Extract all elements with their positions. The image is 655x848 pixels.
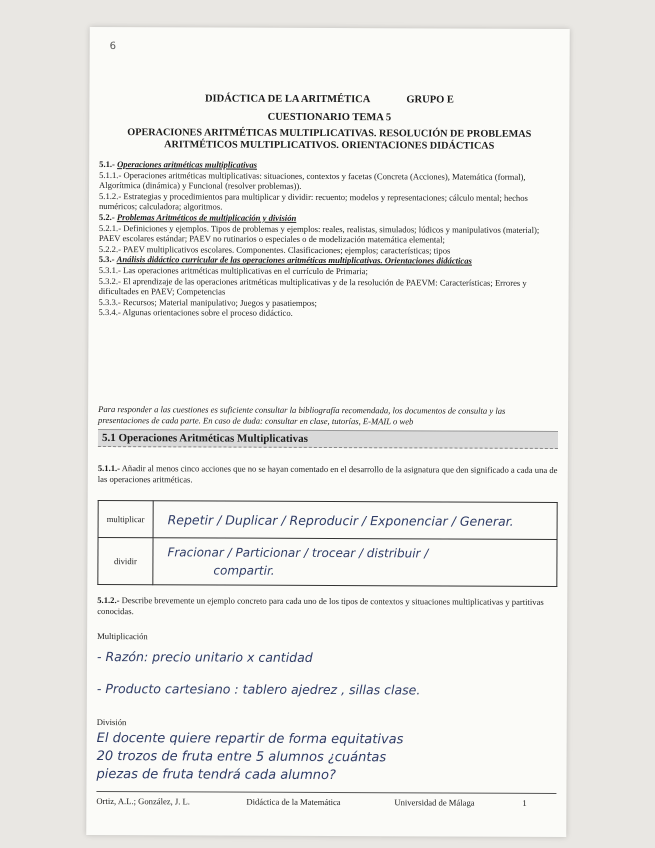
- item-5-3-3: 5.3.3.- Recursos; Material manipulativo; Juegos y pasatiempos;: [98, 296, 317, 308]
- section-bar: 5.1 Operaciones Aritméticas Multiplicativas: [98, 429, 558, 449]
- answer-cell-multiplicar[interactable]: Repetir / Duplicar / Reproducir / Exponenciar / Generar.: [153, 501, 557, 540]
- topic-line-1: OPERACIONES ARITMÉTICAS MULTIPLICATIVAS. RESOLUCIÓN DE PROBLEMAS: [127, 127, 532, 140]
- multiplication-answer-2: - Producto cartesiano : tablero ajedrez , sillas clase.: [96, 680, 421, 698]
- corner-mark: 6: [109, 41, 117, 53]
- multiplication-answer-1: - Razón: precio unitario x cantidad: [96, 648, 313, 665]
- questionnaire-title: CUESTIONARIO TEMA 5: [267, 111, 392, 124]
- footer-course: Didáctica de la Matemática: [246, 796, 341, 808]
- topic-heading: [97, 127, 561, 153]
- footer-authors: Ortiz, A.L.; González, J. L.: [96, 795, 190, 807]
- document-page: [86, 27, 570, 837]
- item-5-3-1: 5.3.1.- Las operaciones aritméticas multiplicativas en el currículo de Primaria;: [98, 264, 368, 277]
- document-title: [89, 93, 569, 106]
- title-text: DIDÁCTICA DE LA ARITMÉTICA: [204, 93, 370, 106]
- group-label: GRUPO E: [406, 94, 454, 106]
- division-answer-line-1: El docente quiere repartir de forma equitativas: [96, 730, 404, 748]
- topic-line-2: ARITMÉTICOS MULTIPLICATIVOS. ORIENTACIONES DIDÁCTICAS: [164, 139, 495, 152]
- section-5-1-heading: 5.1.- Operaciones aritméticas multiplicativas: [99, 158, 257, 170]
- question-5-1-2: 5.1.2.- Describe brevemente un ejemplo concreto para cada uno de los tipos de contextos y situaciones multiplicativas y partitivas conocidas.: [97, 594, 544, 616]
- division-answer-line-3: piezas de fruta tendrá cada alumno?: [96, 766, 336, 784]
- item-5-3-4: 5.3.4.- Algunas orientaciones sobre el proceso didáctico.: [98, 307, 293, 319]
- table-row: [98, 537, 557, 586]
- question-5-1-1: 5.1.1.- Añadir al menos cinco acciones que no se hayan comentado en el desarrollo de la asignatura que den significado a cada una de las operaciones aritméticas.: [97, 462, 558, 485]
- page-footer: [96, 791, 556, 808]
- section-5-2-heading: 5.2.- Problemas Aritméticos de multiplicación y división: [98, 211, 297, 223]
- footer-university: Universidad de Málaga: [394, 797, 475, 808]
- item-5-1-1: 5.1.1.- Operaciones aritméticas multiplicativas: situaciones, contextos y facetas (Concreta (Acciones), Matemática (formal), Algorítmica (dinámica) y Funcional (resolver problemas)).: [99, 169, 526, 192]
- section-5-3-heading: 5.3.- Análisis didáctico curricular de las operaciones aritméticas multiplicativas. Orientaciones didácticas: [98, 254, 472, 266]
- item-5-1-2: 5.1.2.- Estrategias y procedimientos para multiplicar y dividir: recuento; modelos y representaciones; cálculo mental; hechos numéricos; calculadora; algoritmos.: [98, 190, 528, 212]
- item-5-2-2: 5.2.2.- PAEV multiplicativos escolares. Componentes. Clasificaciones; ejemplos; características; tipos: [98, 243, 451, 256]
- table-row: [98, 500, 557, 539]
- division-answer-line-2: 20 trozos de fruta entre 5 alumnos ¿cuántas: [96, 748, 387, 766]
- item-5-3-2: 5.3.2.- El aprendizaje de las operaciones aritméticas multiplicativas y de la resolución de PAEVM: Características; Errores y dificultades en PAEV; Competencias: [98, 275, 527, 297]
- multiplication-label: Multiplicación: [97, 630, 148, 642]
- footer-page-number: 1: [522, 797, 527, 808]
- item-5-2-1: 5.2.1.- Definiciones y ejemplos. Tipos de problemas y ejemplos: reales, realistas, simulados; lúdicos y manipulativos (material); PAEV escolares estándar; PAEV no rutinarios o especiales o de modelización matemática elemental;: [98, 222, 540, 245]
- answer-cell-dividir[interactable]: Fracionar / Particionar / trocear / distribuir / compartir.: [153, 538, 557, 587]
- instructions-note: Para responder a las cuestiones es suficiente consultar la bibliografía recomendada, los documentos de consulta y las presentaciones de cada parte. En caso de duda: consultar en clase, tutorías, E-MAIL o web: [98, 403, 506, 426]
- answer-table: [97, 500, 557, 587]
- syllabus: [98, 159, 559, 320]
- row-label-dividir: dividir: [98, 537, 153, 584]
- row-label-multiplicar: multiplicar: [98, 500, 153, 537]
- division-label: División: [96, 716, 127, 728]
